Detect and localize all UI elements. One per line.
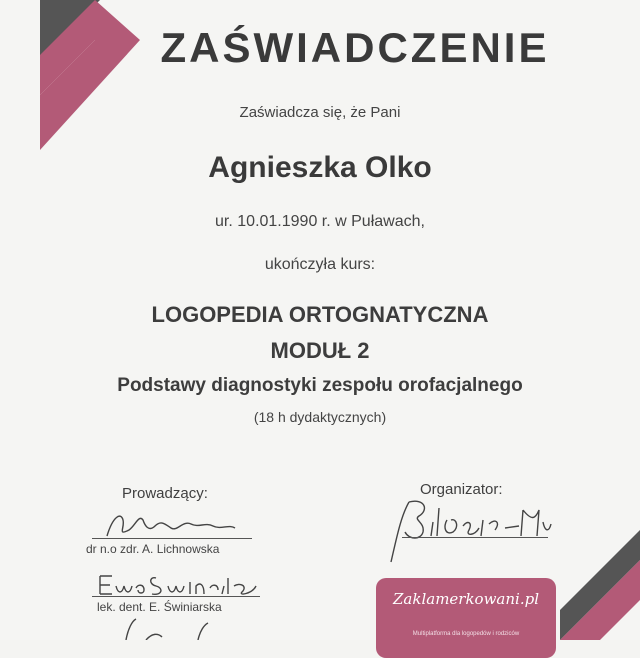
corner-chevron-decoration-bottom-right [560, 530, 640, 640]
course-hours: (18 h dydaktycznych) [253, 409, 387, 425]
corner-chevron-decoration-top-left [0, 0, 150, 150]
instructor-1-signature [95, 506, 245, 542]
organizer-signature [385, 496, 555, 566]
organizer-signature-line [402, 537, 548, 538]
course-module: MODUŁ 2 [270, 338, 370, 363]
certificate-title: ZAŚWIADCZENIE [160, 24, 550, 71]
completed-text: ukończyła kurs: [264, 256, 376, 273]
course-name: LOGOPEDIA ORTOGNATYCZNA [151, 302, 489, 327]
recipient-name: Agnieszka Olko [208, 151, 432, 184]
organizer-label: Organizator: [420, 481, 503, 498]
logo-text: Zaklamerkowani.pl [393, 590, 539, 608]
logo-subtext: Multiplatforma dla logopedów i rodziców [412, 631, 520, 637]
instructor-1-signature-line [92, 538, 252, 539]
partial-signature-bottom [118, 615, 218, 640]
birth-info: ur. 10.01.1990 r. w Puławach, [215, 213, 425, 230]
instructor-2-signature [92, 566, 262, 600]
instructor-2-caption: lek. dent. E. Świniarska [97, 600, 222, 614]
instructors-label: Prowadzący: [122, 485, 208, 502]
instructor-1-caption: dr n.o zdr. A. Lichnowska [86, 542, 220, 556]
course-subtitle: Podstawy diagnostyki zespołu orofacjalnego [117, 375, 523, 396]
intro-text: Zaświadcza się, że Pani [239, 104, 401, 121]
instructor-2-signature-line [92, 596, 260, 597]
organizer-logo [376, 578, 556, 658]
